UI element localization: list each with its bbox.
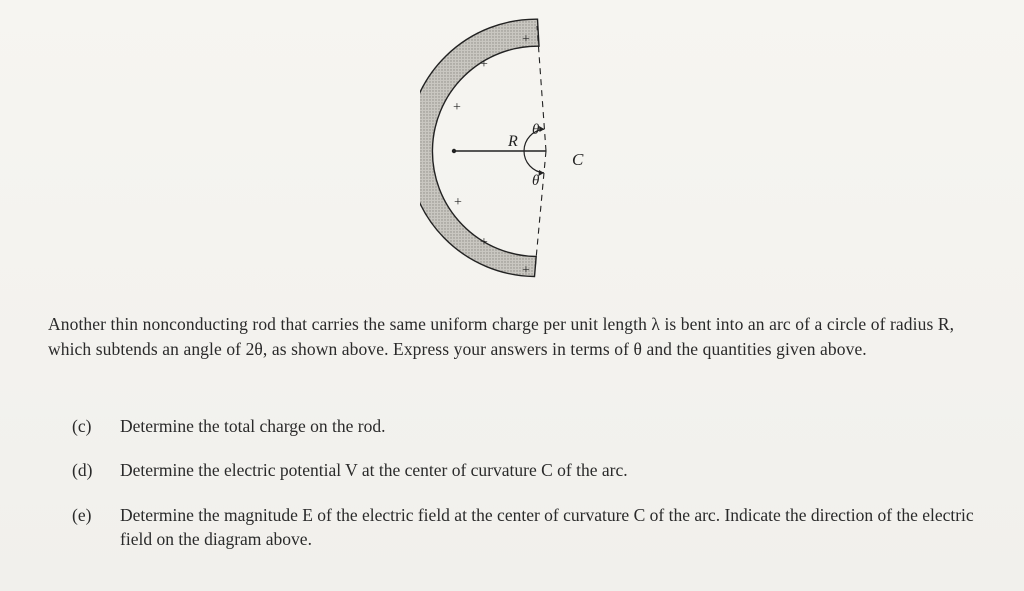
radius-label: R bbox=[508, 133, 518, 150]
plus-sign: + bbox=[453, 100, 461, 115]
plus-sign: + bbox=[522, 32, 530, 47]
dashed-radius-bottom bbox=[535, 151, 546, 270]
question-letter: (d) bbox=[72, 460, 93, 480]
angle-arrow-top bbox=[539, 126, 544, 132]
angle-label-top: θ bbox=[532, 122, 540, 138]
angle-arc-bottom bbox=[524, 151, 544, 173]
plus-sign: + bbox=[522, 263, 530, 278]
plus-sign: + bbox=[480, 57, 488, 72]
question-text: Determine the magnitude E of the electric field at the center of curvature C of the arc. Indicate the direction of the electric field on the diagram above. bbox=[120, 505, 974, 549]
question-text: Determine the total charge on the rod. bbox=[120, 416, 386, 436]
question-c bbox=[72, 414, 992, 438]
question-letter: (e) bbox=[72, 505, 92, 525]
angle-label-bottom: θ bbox=[532, 173, 540, 189]
center-label: C bbox=[572, 150, 584, 169]
plus-sign: + bbox=[454, 195, 462, 210]
plus-sign: + bbox=[480, 235, 488, 250]
charged-arc-diagram bbox=[420, 18, 620, 293]
radius-endpoint bbox=[452, 149, 456, 153]
question-e bbox=[72, 503, 992, 551]
question-text: Determine the electric potential V at the center of curvature C of the arc. bbox=[120, 460, 628, 480]
problem-statement: Another thin nonconducting rod that carries the same uniform charge per unit length λ is bent into an arc of a circle of radius R, which subtends an angle of 2θ, as shown above. Express your answers in terms of θ and the quantities given above. bbox=[48, 314, 955, 359]
question-letter: (c) bbox=[72, 416, 92, 436]
question-d bbox=[72, 458, 992, 482]
